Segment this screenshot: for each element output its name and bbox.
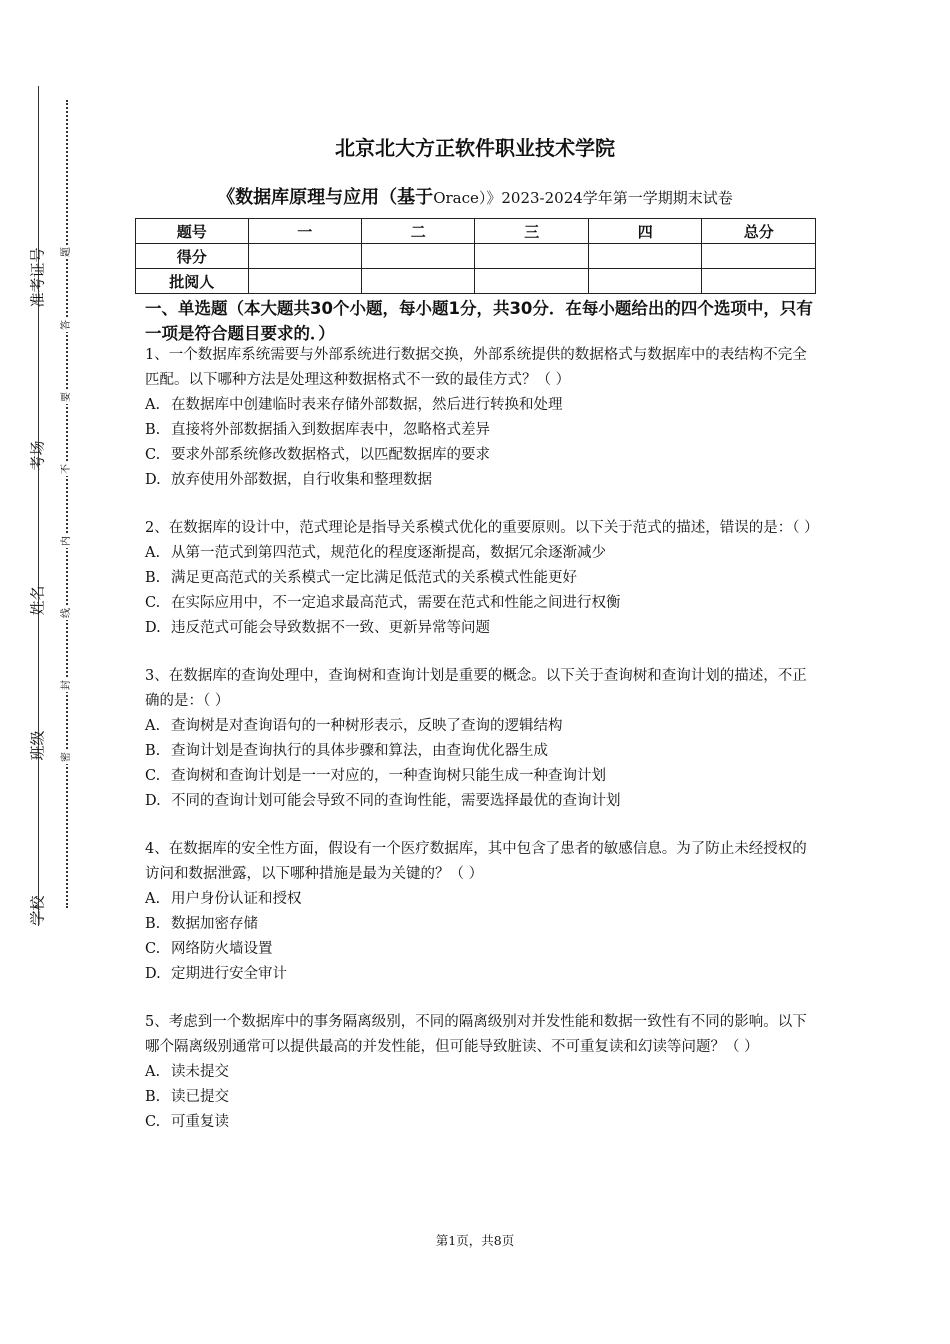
exam-subtitle [0, 183, 950, 209]
score-row [136, 244, 816, 269]
seal-char: 题 [61, 247, 72, 257]
option-c [145, 591, 817, 616]
option-text: 网络防火墙设置 [171, 941, 273, 957]
table-header-cell: 四 [588, 219, 701, 244]
option-d [145, 468, 817, 493]
seal-dotted-line [66, 100, 68, 908]
table-header-cell: 题号 [136, 219, 249, 244]
score-table [135, 218, 816, 294]
seal-char: 不 [61, 464, 72, 474]
score-cell [248, 244, 361, 269]
option-c [145, 764, 817, 789]
question-4 [145, 837, 817, 987]
page-title: 北京北大方正软件职业技术学院 [335, 136, 615, 160]
option-c [145, 937, 817, 962]
reviewer-cell [588, 269, 701, 294]
option-label: C. [145, 1114, 161, 1130]
option-label: D. [145, 966, 161, 982]
option-text: 要求外部系统修改数据格式，以匹配数据库的要求 [171, 447, 490, 463]
option-text: 违反范式可能会导致数据不一致、更新异常等问题 [171, 620, 490, 636]
binding-line [38, 86, 39, 926]
option-d [145, 616, 817, 641]
option-label: B. [145, 570, 161, 586]
option-text: 数据加密存储 [171, 916, 258, 932]
margin-label-class: 班级 [28, 730, 47, 761]
option-text: 放弃使用外部数据，自行收集和整理数据 [171, 472, 432, 488]
margin-label-exam-id: 准考证号 [28, 247, 47, 308]
option-label: D. [145, 620, 161, 636]
option-text: 在数据库中创建临时表来存储外部数据，然后进行转换和处理 [171, 397, 563, 413]
option-text: 在实际应用中，不一定追求最高范式，需要在范式和性能之间进行权衡 [171, 595, 621, 611]
option-label: B. [145, 422, 161, 438]
reviewer-cell [702, 269, 816, 294]
option-label: B. [145, 916, 161, 932]
option-text: 查询树和查询计划是一一对应的，一种查询树只能生成一种查询计划 [171, 768, 606, 784]
question-list [145, 343, 817, 1158]
option-label: C. [145, 447, 161, 463]
margin-label-name: 姓名 [28, 585, 47, 616]
question-1 [145, 343, 817, 493]
score-cell [475, 244, 588, 269]
option-label: D. [145, 472, 161, 488]
section-heading: 一、单选题（本大题共30个小题，每小题1分，共30分．在每小题给出的四个选项中，只有一项是符合题目要求的．） [145, 299, 813, 343]
score-table-header-row [136, 219, 816, 244]
option-label: A. [145, 545, 161, 561]
option-text: 满足更高范式的关系模式一定比满足低范式的关系模式性能更好 [171, 570, 577, 586]
option-c [145, 1110, 817, 1135]
score-cell [702, 244, 816, 269]
option-label: A. [145, 718, 161, 734]
table-header-cell: 总分 [702, 219, 816, 244]
option-text: 可重复读 [171, 1114, 229, 1130]
score-cell [361, 244, 474, 269]
score-row-label: 得分 [136, 244, 249, 269]
option-c [145, 443, 817, 468]
subtitle-course: 《数据库原理与应用（基于 [217, 187, 434, 208]
question-stem: 3、在数据库的查询处理中，查询树和查询计划是重要的概念。以下关于查询树和查询计划的描述，不正确的是：（ ） [145, 668, 807, 709]
option-text: 查询计划是查询执行的具体步骤和算法，由查询优化器生成 [171, 743, 548, 759]
option-a [145, 393, 817, 418]
option-b [145, 912, 817, 937]
option-text: 用户身份认证和授权 [171, 891, 302, 907]
option-text: 读已提交 [171, 1089, 229, 1105]
option-text: 直接将外部数据插入到数据库表中，忽略格式差异 [171, 422, 490, 438]
margin-label-exam-room: 考场 [28, 440, 47, 471]
option-a [145, 714, 817, 739]
question-stem: 2、在数据库的设计中，范式理论是指导关系模式优化的重要原则。以下关于范式的描述，错误的是：（ ） [145, 520, 819, 536]
reviewer-cell [248, 269, 361, 294]
option-b [145, 418, 817, 443]
table-header-cell: 一 [248, 219, 361, 244]
margin-label-school: 学校 [28, 895, 47, 926]
option-b [145, 1085, 817, 1110]
reviewer-cell [475, 269, 588, 294]
option-d [145, 789, 817, 814]
option-label: C. [145, 595, 161, 611]
option-text: 从第一范式到第四范式，规范化的程度逐渐提高，数据冗余逐渐减少 [171, 545, 606, 561]
option-a [145, 1060, 817, 1085]
question-stem: 5、考虑到一个数据库中的事务隔离级别，不同的隔离级别对并发性能和数据一致性有不同的影响。以下哪个隔离级别通常可以提供最高的并发性能，但可能导致脏读、不可重复读和幻读等问题？（ ） [145, 1014, 807, 1055]
option-label: D. [145, 793, 161, 809]
reviewer-cell [361, 269, 474, 294]
option-label: B. [145, 1089, 161, 1105]
score-cell [588, 244, 701, 269]
option-label: C. [145, 941, 161, 957]
option-label: B. [145, 743, 161, 759]
seal-char: 封 [61, 680, 72, 690]
question-5 [145, 1010, 817, 1135]
reviewer-row-label: 批阅人 [136, 269, 249, 294]
option-label: A. [145, 1064, 161, 1080]
option-label: A. [145, 397, 161, 413]
seal-char: 要 [61, 392, 72, 402]
option-b [145, 739, 817, 764]
option-text: 查询树是对查询语句的一种树形表示，反映了查询的逻辑结构 [171, 718, 563, 734]
subtitle-term: Orace）》2023-2024学年第一学期期末试卷 [433, 189, 733, 207]
option-d [145, 962, 817, 987]
option-label: C. [145, 768, 161, 784]
question-stem: 4、在数据库的安全性方面，假设有一个医疗数据库，其中包含了患者的敏感信息。为了防止未经授权的访问和数据泄露，以下哪种措施是最为关键的？（ ） [145, 841, 807, 882]
question-stem: 1、一个数据库系统需要与外部系统进行数据交换，外部系统提供的数据格式与数据库中的表结构不完全匹配。以下哪种方法是处理这种数据格式不一致的最佳方式？（ ） [145, 347, 807, 388]
page-number: 第1页，共8页 [435, 1233, 515, 1248]
table-header-cell: 二 [361, 219, 474, 244]
seal-char: 密 [61, 752, 72, 762]
seal-char: 答 [61, 320, 72, 330]
question-3 [145, 664, 817, 814]
option-text: 不同的查询计划可能会导致不同的查询性能，需要选择最优的查询计划 [171, 793, 621, 809]
option-a [145, 541, 817, 566]
seal-char: 线 [61, 608, 72, 618]
option-text: 定期进行安全审计 [171, 966, 287, 982]
option-a [145, 887, 817, 912]
option-label: A. [145, 891, 161, 907]
question-2 [145, 516, 817, 641]
option-b [145, 566, 817, 591]
table-header-cell: 三 [475, 219, 588, 244]
seal-char: 内 [61, 536, 72, 546]
reviewer-row [136, 269, 816, 294]
option-text: 读未提交 [171, 1064, 229, 1080]
